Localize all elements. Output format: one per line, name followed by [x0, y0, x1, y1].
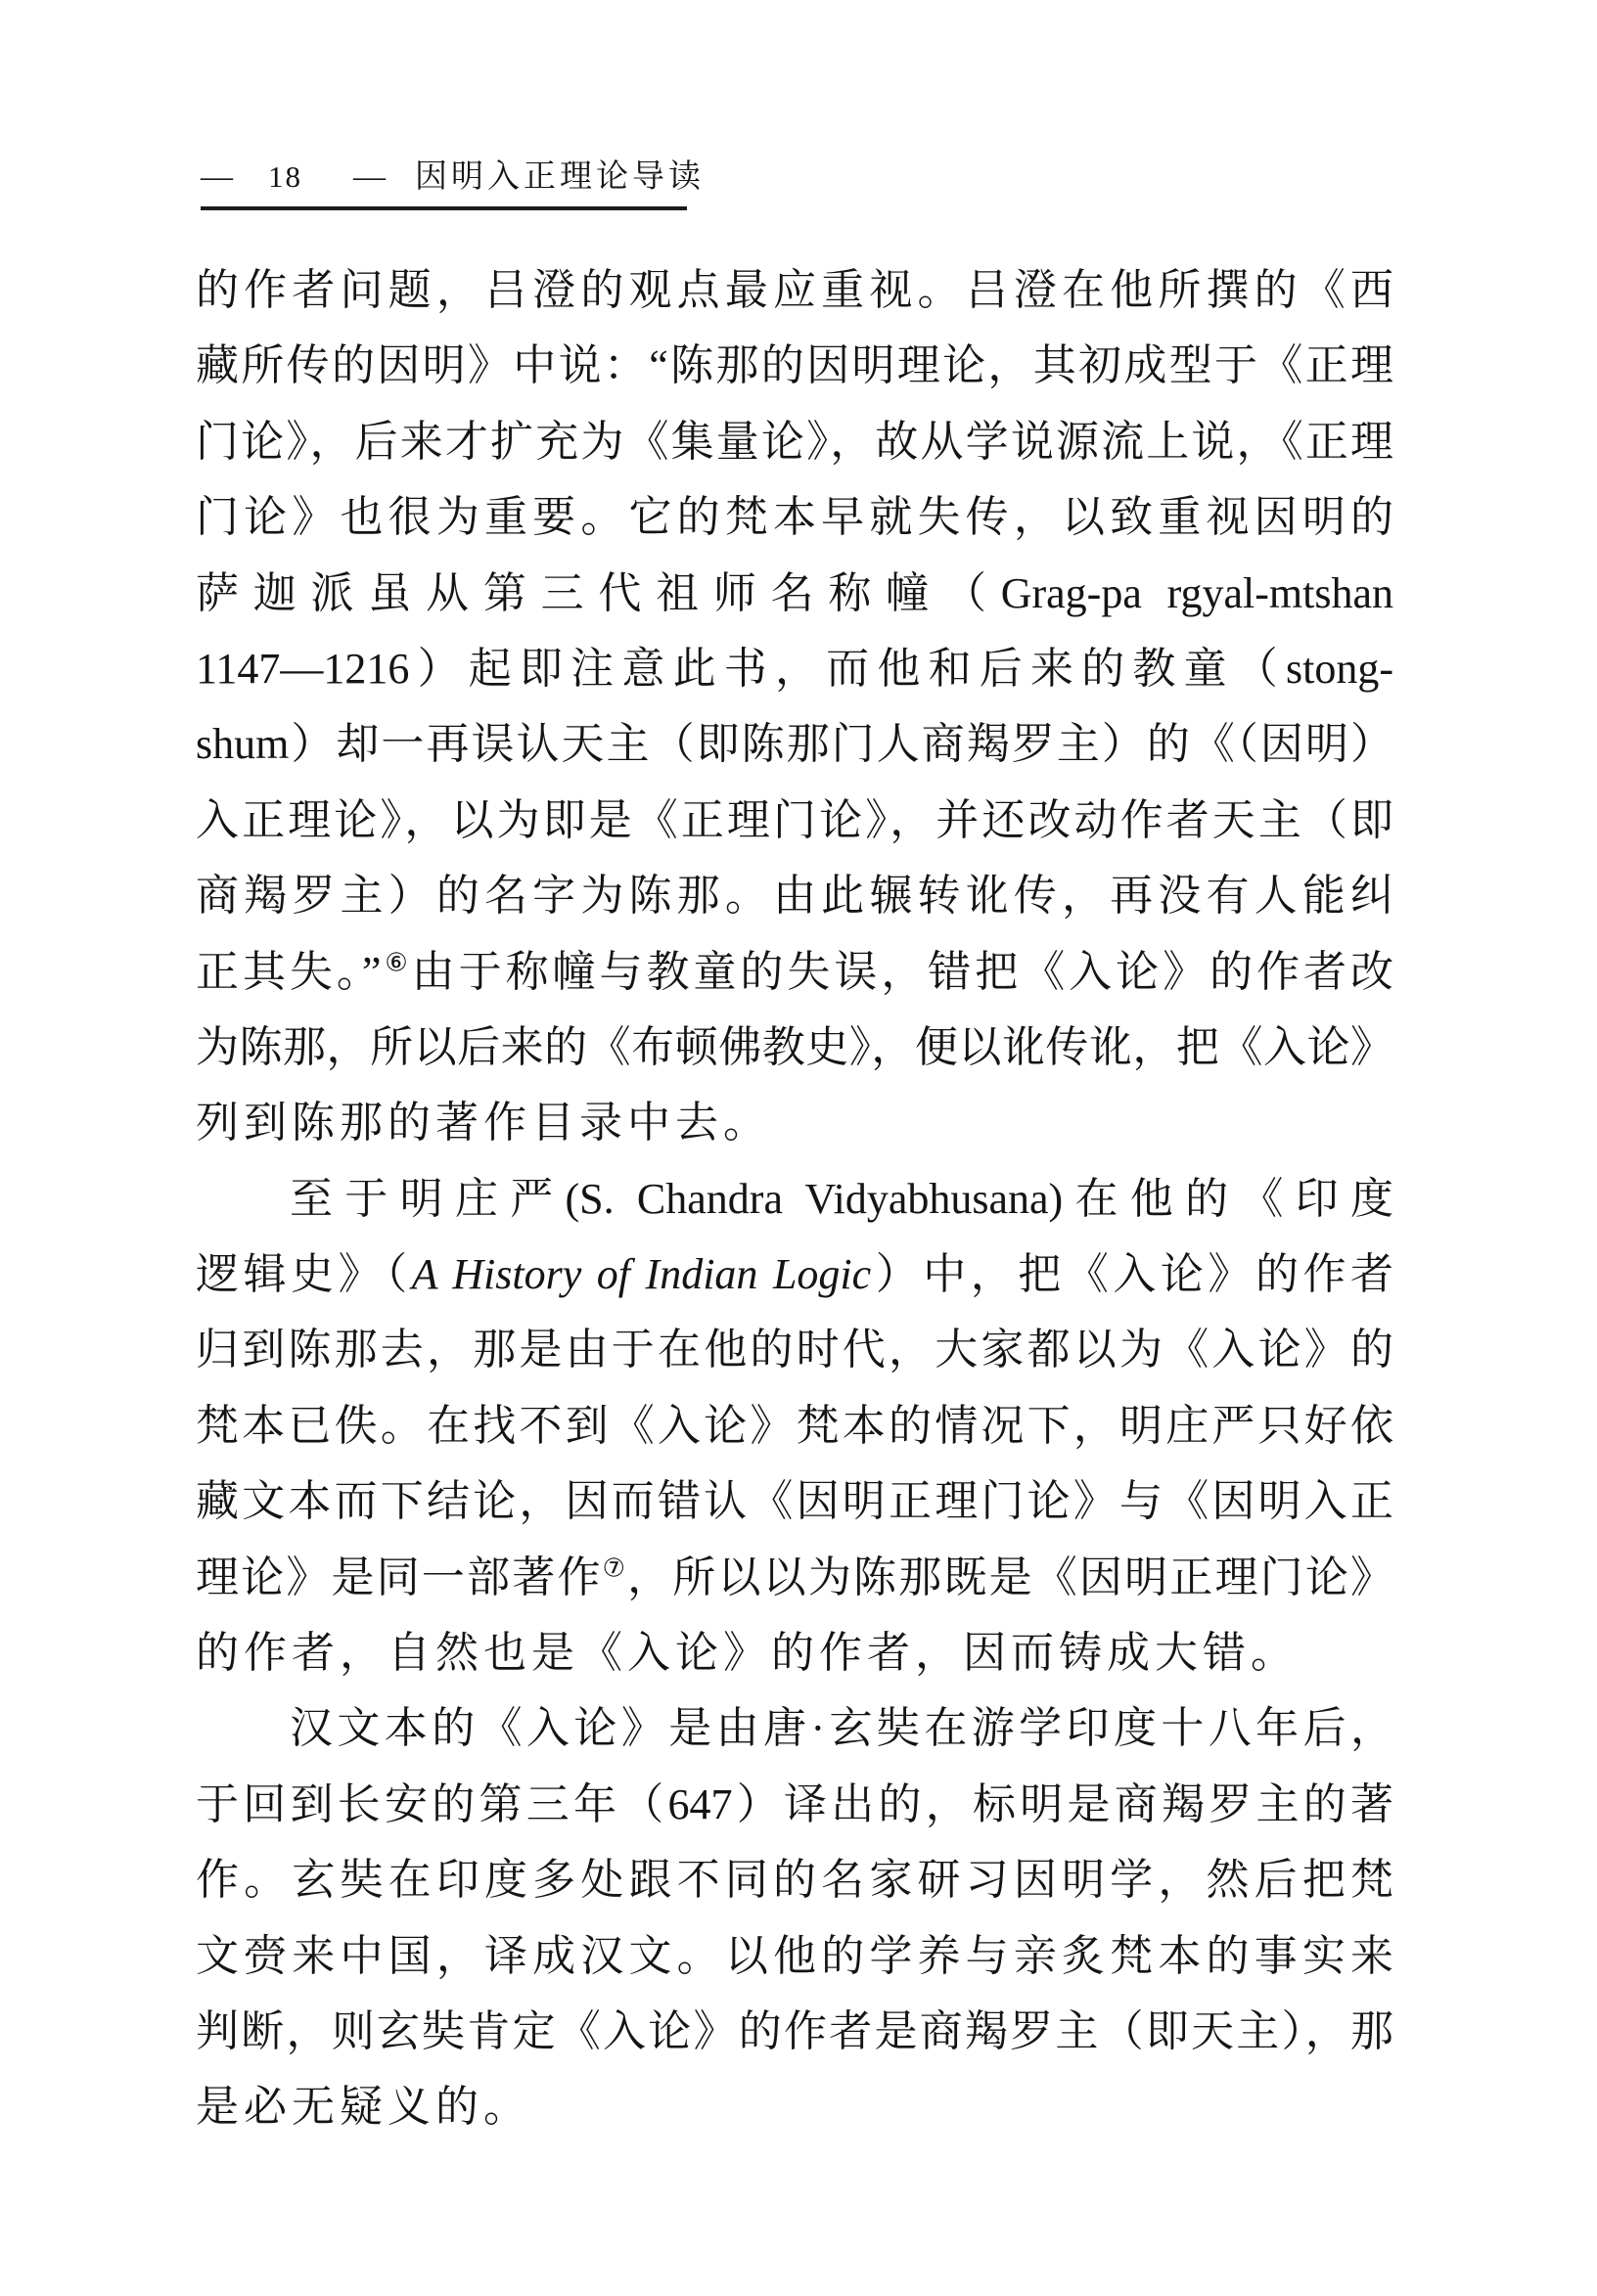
text-segment: 商羯罗主）的名字为陈那。由此辗转讹传，再没有人能纠: [196, 872, 1393, 921]
text-segment: 作。玄奘在印度多处跟不同的名家研习因明学，然后把梵: [196, 1856, 1393, 1905]
text-line: [196, 1918, 1393, 1994]
text-segment: 门论》，后来才扩充为《集量论》，故从学说源流上说，《正理: [196, 417, 1393, 466]
text-segment: 于回到长安的第三年（647）译出的，标明是商羯罗主的著: [196, 1779, 1393, 1828]
text-segment: 是必无疑义的。: [196, 2083, 531, 2132]
text-line: [196, 1767, 1393, 1842]
text-line: [196, 631, 1393, 706]
running-header: [201, 159, 705, 210]
text-line: [196, 1085, 1393, 1160]
text-line: [196, 1615, 1393, 1690]
footnote-marker: ⑥: [381, 947, 412, 976]
text-segment: ，所以以为陈那既是《因明正理门论》: [627, 1553, 1394, 1601]
text-segment: 判断，则玄奘肯定《入论》的作者是商羯罗主（即天主），那: [196, 2006, 1393, 2055]
text-segment: 门论》也很为重要。它的梵本早就失传，以致重视因明的: [196, 493, 1393, 542]
text-line: [196, 1994, 1393, 2069]
book-title: 因明入正理论导读: [415, 159, 705, 195]
text-line: [196, 1540, 1393, 1615]
text-line: [196, 1312, 1393, 1387]
text-line: [196, 1690, 1393, 1766]
text-line: [196, 479, 1393, 555]
text-segment: ）中，把《入论》的作者: [871, 1250, 1394, 1299]
header-dash-right: —: [353, 159, 386, 195]
text-line: [196, 1388, 1393, 1463]
text-segment: 列到陈那的著作目录中去。: [196, 1099, 771, 1148]
header-dash-left: —: [201, 159, 233, 195]
text-line: [196, 1010, 1393, 1085]
text-line: [196, 1161, 1393, 1237]
text-segment: 文赍来中国，译成汉文。以他的学养与亲炙梵本的事实来: [196, 1931, 1393, 1980]
text-line: [196, 783, 1393, 858]
text-segment: shum）却一再误认天主（即陈那门人商羯罗主）的《（因明）: [196, 720, 1393, 769]
text-line: [196, 2069, 1393, 2144]
text-line: [196, 328, 1393, 403]
text-line: [196, 706, 1393, 782]
text-line: [196, 252, 1393, 328]
page-number: 18: [268, 159, 302, 194]
text-segment: 1147—1216）起即注意此书，而他和后来的教童（stong-: [196, 644, 1393, 693]
text-segment: 的作者问题，吕澄的观点最应重视。吕澄在他所撰的《西: [196, 266, 1393, 314]
text-line: [196, 556, 1393, 631]
text-segment: 由于称幢与教童的失误，错把《入论》的作者改: [411, 947, 1394, 996]
text-segment: 萨迦派虽从第三代祖师名称幢（Grag-pa rgyal-mtshan: [196, 568, 1393, 617]
text-segment: 至于明庄严(S. Chandra Vidyabhusana)在他的《印度: [290, 1174, 1393, 1223]
text-segment: 梵本已佚。在找不到《入论》梵本的情况下，明庄严只好依: [196, 1401, 1393, 1450]
text-line: [196, 1842, 1393, 1917]
text-line: [196, 1237, 1393, 1312]
text-line: [196, 1463, 1393, 1539]
text-line: [196, 858, 1393, 933]
italic-book-title: A History of Indian Logic: [411, 1250, 872, 1299]
text-block: [196, 252, 1393, 2145]
text-segment: 理论》是同一部著作: [196, 1553, 603, 1601]
text-segment: 为陈那，所以后来的《布顿佛教史》，便以讹传讹，把《入论》: [196, 1022, 1393, 1071]
text-segment: 正其失。”: [196, 947, 382, 996]
text-segment: 归到陈那去，那是由于在他的时代，大家都以为《入论》的: [196, 1326, 1393, 1374]
text-segment: 逻辑史》（: [196, 1250, 412, 1299]
text-line: [196, 934, 1393, 1010]
footnote-marker: ⑦: [602, 1553, 628, 1582]
text-segment: 藏所传的因明》中说：“陈那的因明理论，其初成型于《正理: [196, 341, 1393, 390]
text-segment: 的作者，自然也是《入论》的作者，因而铸成大错。: [196, 1629, 1299, 1678]
text-segment: 藏文本而下结论，因而错认《因明正理门论》与《因明入正: [196, 1477, 1393, 1526]
text-segment: 入正理论》，以为即是《正理门论》，并还改动作者天主（即: [196, 795, 1393, 844]
text-line: [196, 404, 1393, 479]
text-segment: 汉文本的《入论》是由唐·玄奘在游学印度十八年后，: [290, 1704, 1393, 1753]
